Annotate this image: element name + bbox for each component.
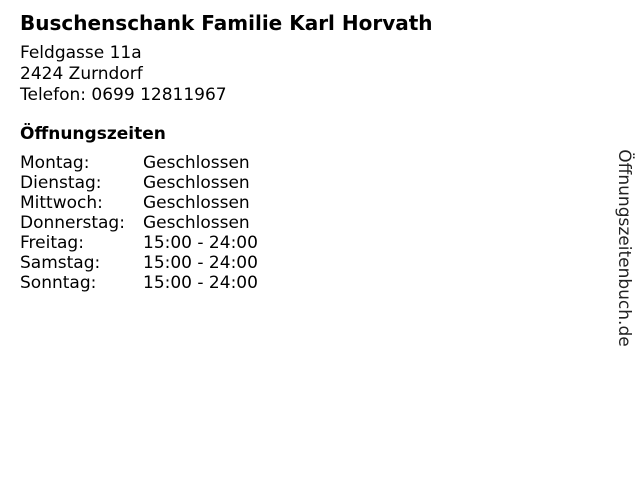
hours-time: 15:00 - 24:00 — [143, 233, 258, 253]
hours-time: 15:00 - 24:00 — [143, 253, 258, 273]
hours-time: 15:00 - 24:00 — [143, 273, 258, 293]
city-address: 2424 Zurndorf — [20, 64, 143, 84]
hours-time: Geschlossen — [143, 213, 250, 233]
hours-day: Sonntag: — [20, 273, 97, 293]
hours-day: Dienstag: — [20, 173, 102, 193]
hours-time: Geschlossen — [143, 173, 250, 193]
hours-day: Donnerstag: — [20, 213, 125, 233]
hours-day: Samstag: — [20, 253, 101, 273]
hours-time: Geschlossen — [143, 153, 250, 173]
watermark-text: Öffnungszeitenbuch.de — [614, 149, 634, 347]
phone-number: Telefon: 0699 12811967 — [20, 85, 227, 105]
address-block — [20, 43, 227, 106]
hours-day: Freitag: — [20, 233, 84, 253]
hours-time: Geschlossen — [143, 193, 250, 213]
street-address: Feldgasse 11a — [20, 43, 142, 63]
hours-day: Mittwoch: — [20, 193, 103, 213]
opening-hours-heading: Öffnungszeiten — [20, 124, 166, 144]
hours-day: Montag: — [20, 153, 90, 173]
business-name: Buschenschank Familie Karl Horvath — [20, 11, 433, 35]
